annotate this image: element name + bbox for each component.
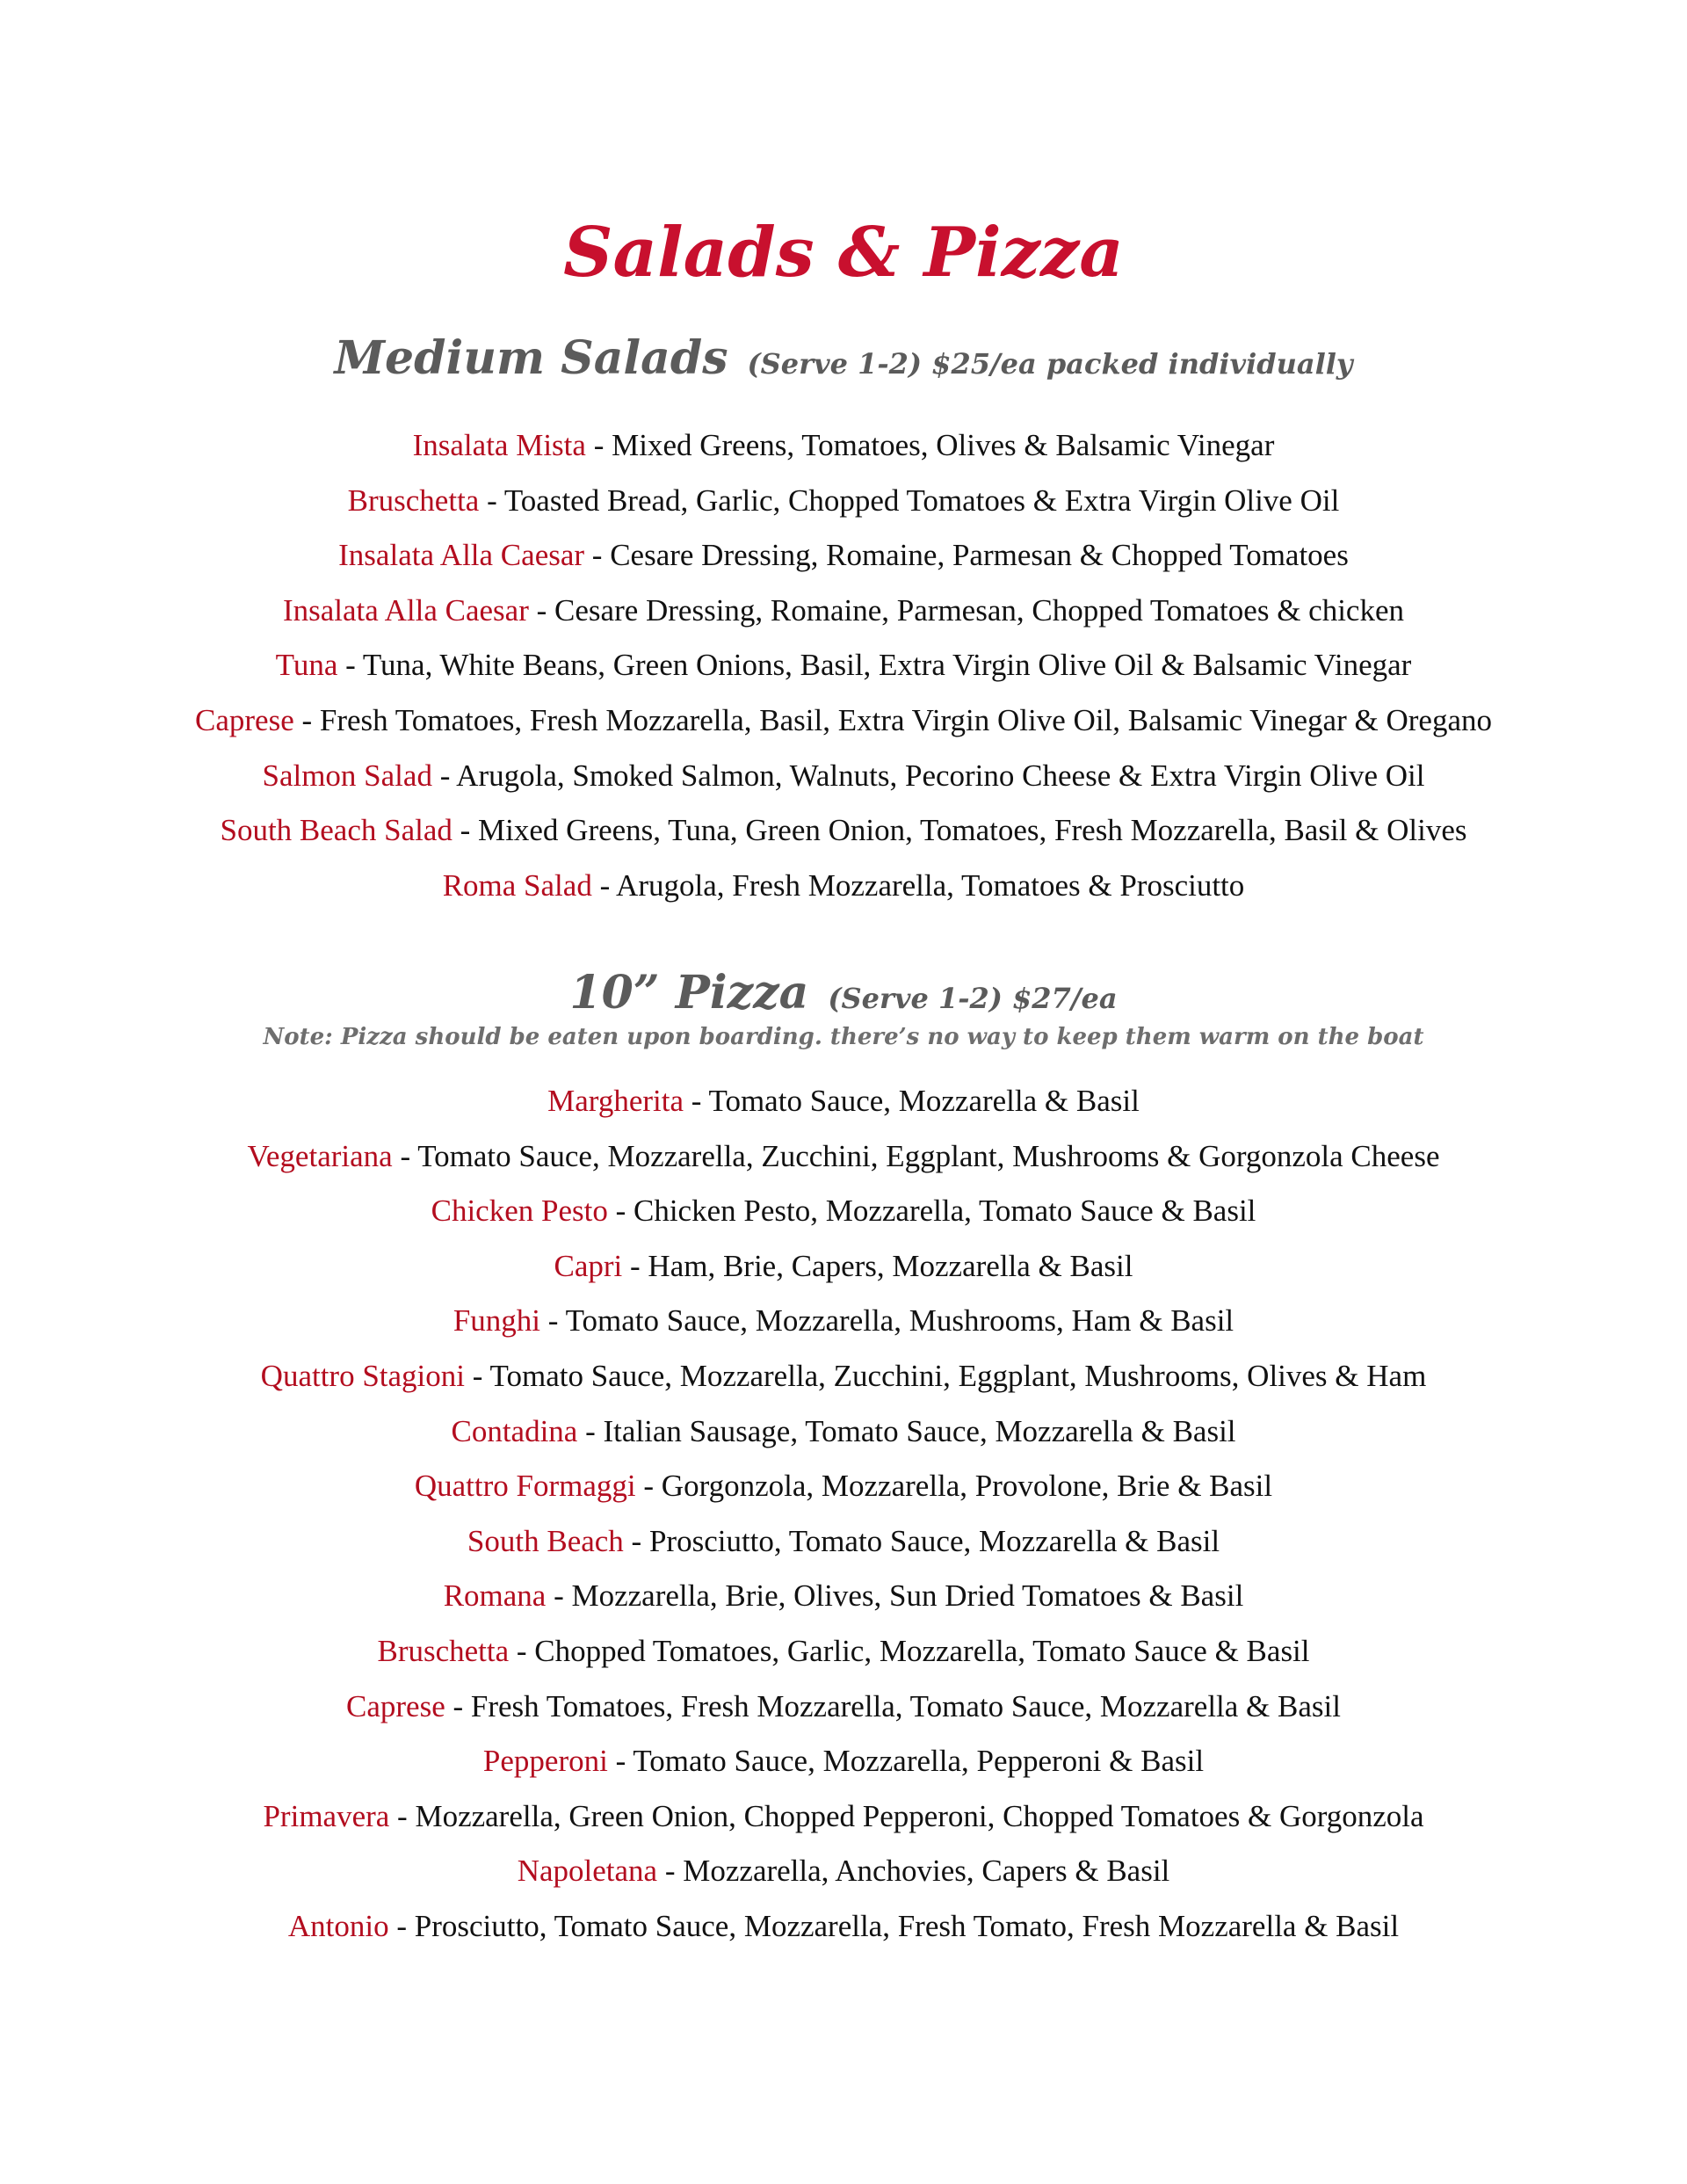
menu-item-description: - Toasted Bread, Garlic, Chopped Tomatoes & Extra Virgin Olive Oil: [479, 483, 1340, 518]
menu-item-description: - Mixed Greens, Tuna, Green Onion, Tomatoes, Fresh Mozzarella, Basil & Olives: [452, 813, 1467, 848]
menu-item-name: Quattro Formaggi: [414, 1469, 636, 1504]
menu-item-description: - Gorgonzola, Mozzarella, Provolone, Brie & Basil: [635, 1469, 1273, 1504]
menu-item: [0, 1459, 1687, 1514]
menu-item: [0, 474, 1687, 529]
menu-item-description: - Mozzarella, Green Onion, Chopped Pepperoni, Chopped Tomatoes & Gorgonzola: [389, 1798, 1424, 1833]
menu-item-name: Funghi: [453, 1303, 541, 1339]
menu-item-name: Romana: [443, 1578, 547, 1614]
menu-item: [0, 1074, 1687, 1129]
menu-item-description: - Arugola, Fresh Mozzarella, Tomatoes & Prosciutto: [591, 867, 1245, 903]
menu-item: [0, 1899, 1687, 1955]
menu-item-name: Capri: [554, 1248, 623, 1283]
menu-item: [0, 638, 1687, 693]
menu-item-name: Insalata Mista: [412, 428, 586, 462]
menu-item-name: South Beach Salad: [220, 813, 453, 848]
menu-item-name: Tuna: [275, 648, 338, 683]
menu-item: [0, 584, 1687, 639]
menu-item: [0, 1514, 1687, 1570]
salads-list: [0, 418, 1687, 913]
menu-item-description: - Tuna, White Beans, Green Onions, Basil, Extra Virgin Olive Oil & Balsamic Vinegar: [337, 648, 1412, 683]
menu-item-description: - Tomato Sauce, Mozzarella, Mushrooms, Ham & Basil: [540, 1303, 1234, 1339]
menu-item-name: Caprese: [346, 1688, 445, 1723]
menu-item-description: - Tomato Sauce, Mozzarella & Basil: [684, 1084, 1140, 1118]
menu-item: [0, 1129, 1687, 1185]
menu-item: [0, 859, 1687, 914]
menu-item-name: Bruschetta: [377, 1633, 510, 1668]
menu-item-name: Primavera: [263, 1798, 390, 1833]
menu-item-name: Bruschetta: [347, 483, 480, 518]
page-title: Salads & Pizza: [563, 213, 1124, 293]
menu-item-description: - Tomato Sauce, Mozzarella, Zucchini, Eggplant, Mushrooms & Gorgonzola Cheese: [392, 1138, 1440, 1173]
menu-item: [0, 1184, 1687, 1239]
pizza-subheading: (Serve 1-2) $27/ea: [828, 982, 1118, 1015]
menu-item-name: Napoletana: [517, 1854, 658, 1889]
menu-item-description: - Prosciutto, Tomato Sauce, Mozzarella, Fresh Tomato, Fresh Mozzarella & Basil: [388, 1908, 1400, 1943]
menu-item-name: Vegetariana: [247, 1138, 393, 1173]
menu-item-description: - Mozzarella, Anchovies, Capers & Basil: [657, 1854, 1170, 1889]
menu-item-description: - Fresh Tomatoes, Fresh Mozzarella, Tomato Sauce, Mozzarella & Basil: [445, 1688, 1341, 1723]
menu-item-name: Caprese: [195, 702, 294, 737]
salads-subheading: (Serve 1-2) $25/ea packed individually: [747, 347, 1353, 381]
menu-item: [0, 1294, 1687, 1349]
pizza-heading: 10” Pizza: [569, 966, 809, 1019]
menu-item-name: Insalata Alla Caesar: [282, 592, 529, 628]
menu-item-description: - Tomato Sauce, Mozzarella, Zucchini, Eggplant, Mushrooms, Olives & Ham: [465, 1358, 1427, 1393]
menu-item-name: Insalata Alla Caesar: [338, 538, 585, 573]
menu-item-name: Contadina: [451, 1413, 578, 1448]
menu-item-description: - Chicken Pesto, Mozzarella, Tomato Sauce & Basil: [607, 1194, 1256, 1229]
menu-item: [0, 1239, 1687, 1295]
menu-item: [0, 418, 1687, 474]
menu-item-name: Salmon Salad: [262, 758, 432, 793]
menu-item: [0, 528, 1687, 584]
menu-item: [0, 1680, 1687, 1735]
menu-item: [0, 1844, 1687, 1899]
menu-item-description: - Arugola, Smoked Salmon, Walnuts, Pecorino Cheese & Extra Virgin Olive Oil: [431, 758, 1425, 793]
menu-item-name: Roma Salad: [442, 867, 592, 903]
salads-section-heading: [0, 323, 1687, 404]
menu-item-name: Chicken Pesto: [431, 1194, 608, 1229]
menu-item-name: Quattro Stagioni: [260, 1358, 466, 1393]
salads-heading: Medium Salads: [334, 331, 728, 385]
menu-item-description: - Ham, Brie, Capers, Mozzarella & Basil: [622, 1248, 1133, 1283]
menu-item-description: - Prosciutto, Tomato Sauce, Mozzarella & Basil: [623, 1523, 1220, 1558]
menu-item-description: - Mozzarella, Brie, Olives, Sun Dried Tomatoes & Basil: [546, 1578, 1244, 1614]
menu-item-description: - Mixed Greens, Tomatoes, Olives & Balsamic Vinegar: [585, 428, 1275, 462]
menu-item: [0, 1349, 1687, 1404]
menu-item-description: - Italian Sausage, Tomato Sauce, Mozzarella & Basil: [577, 1413, 1236, 1448]
menu-item: [0, 1624, 1687, 1680]
menu-item-description: - Fresh Tomatoes, Fresh Mozzarella, Basil, Extra Virgin Olive Oil, Balsamic Vinegar & Oregano: [293, 702, 1492, 737]
menu-item: [0, 693, 1687, 749]
menu-item: [0, 1404, 1687, 1460]
menu-item: [0, 803, 1687, 859]
menu-item: [0, 1569, 1687, 1624]
menu-item-description: - Tomato Sauce, Mozzarella, Pepperoni & Basil: [607, 1744, 1205, 1779]
menu-item-name: Pepperoni: [482, 1744, 608, 1779]
menu-item-description: - Cesare Dressing, Romaine, Parmesan, Chopped Tomatoes & chicken: [528, 592, 1404, 628]
menu-item-description: - Cesare Dressing, Romaine, Parmesan & Chopped Tomatoes: [584, 538, 1349, 573]
menu-item-name: Margherita: [547, 1084, 684, 1118]
menu-item: [0, 1789, 1687, 1845]
menu-item: [0, 1734, 1687, 1789]
menu-item-description: - Chopped Tomatoes, Garlic, Mozzarella, Tomato Sauce & Basil: [509, 1633, 1310, 1668]
pizza-list: [0, 1074, 1687, 1955]
menu-item-name: Antonio: [287, 1908, 389, 1943]
menu-item-name: South Beach: [467, 1523, 624, 1558]
pizza-note: Note: Pizza should be eaten upon boarding. there’s no way to keep them warm on the boat: [263, 1024, 1424, 1050]
menu-item: [0, 749, 1687, 804]
